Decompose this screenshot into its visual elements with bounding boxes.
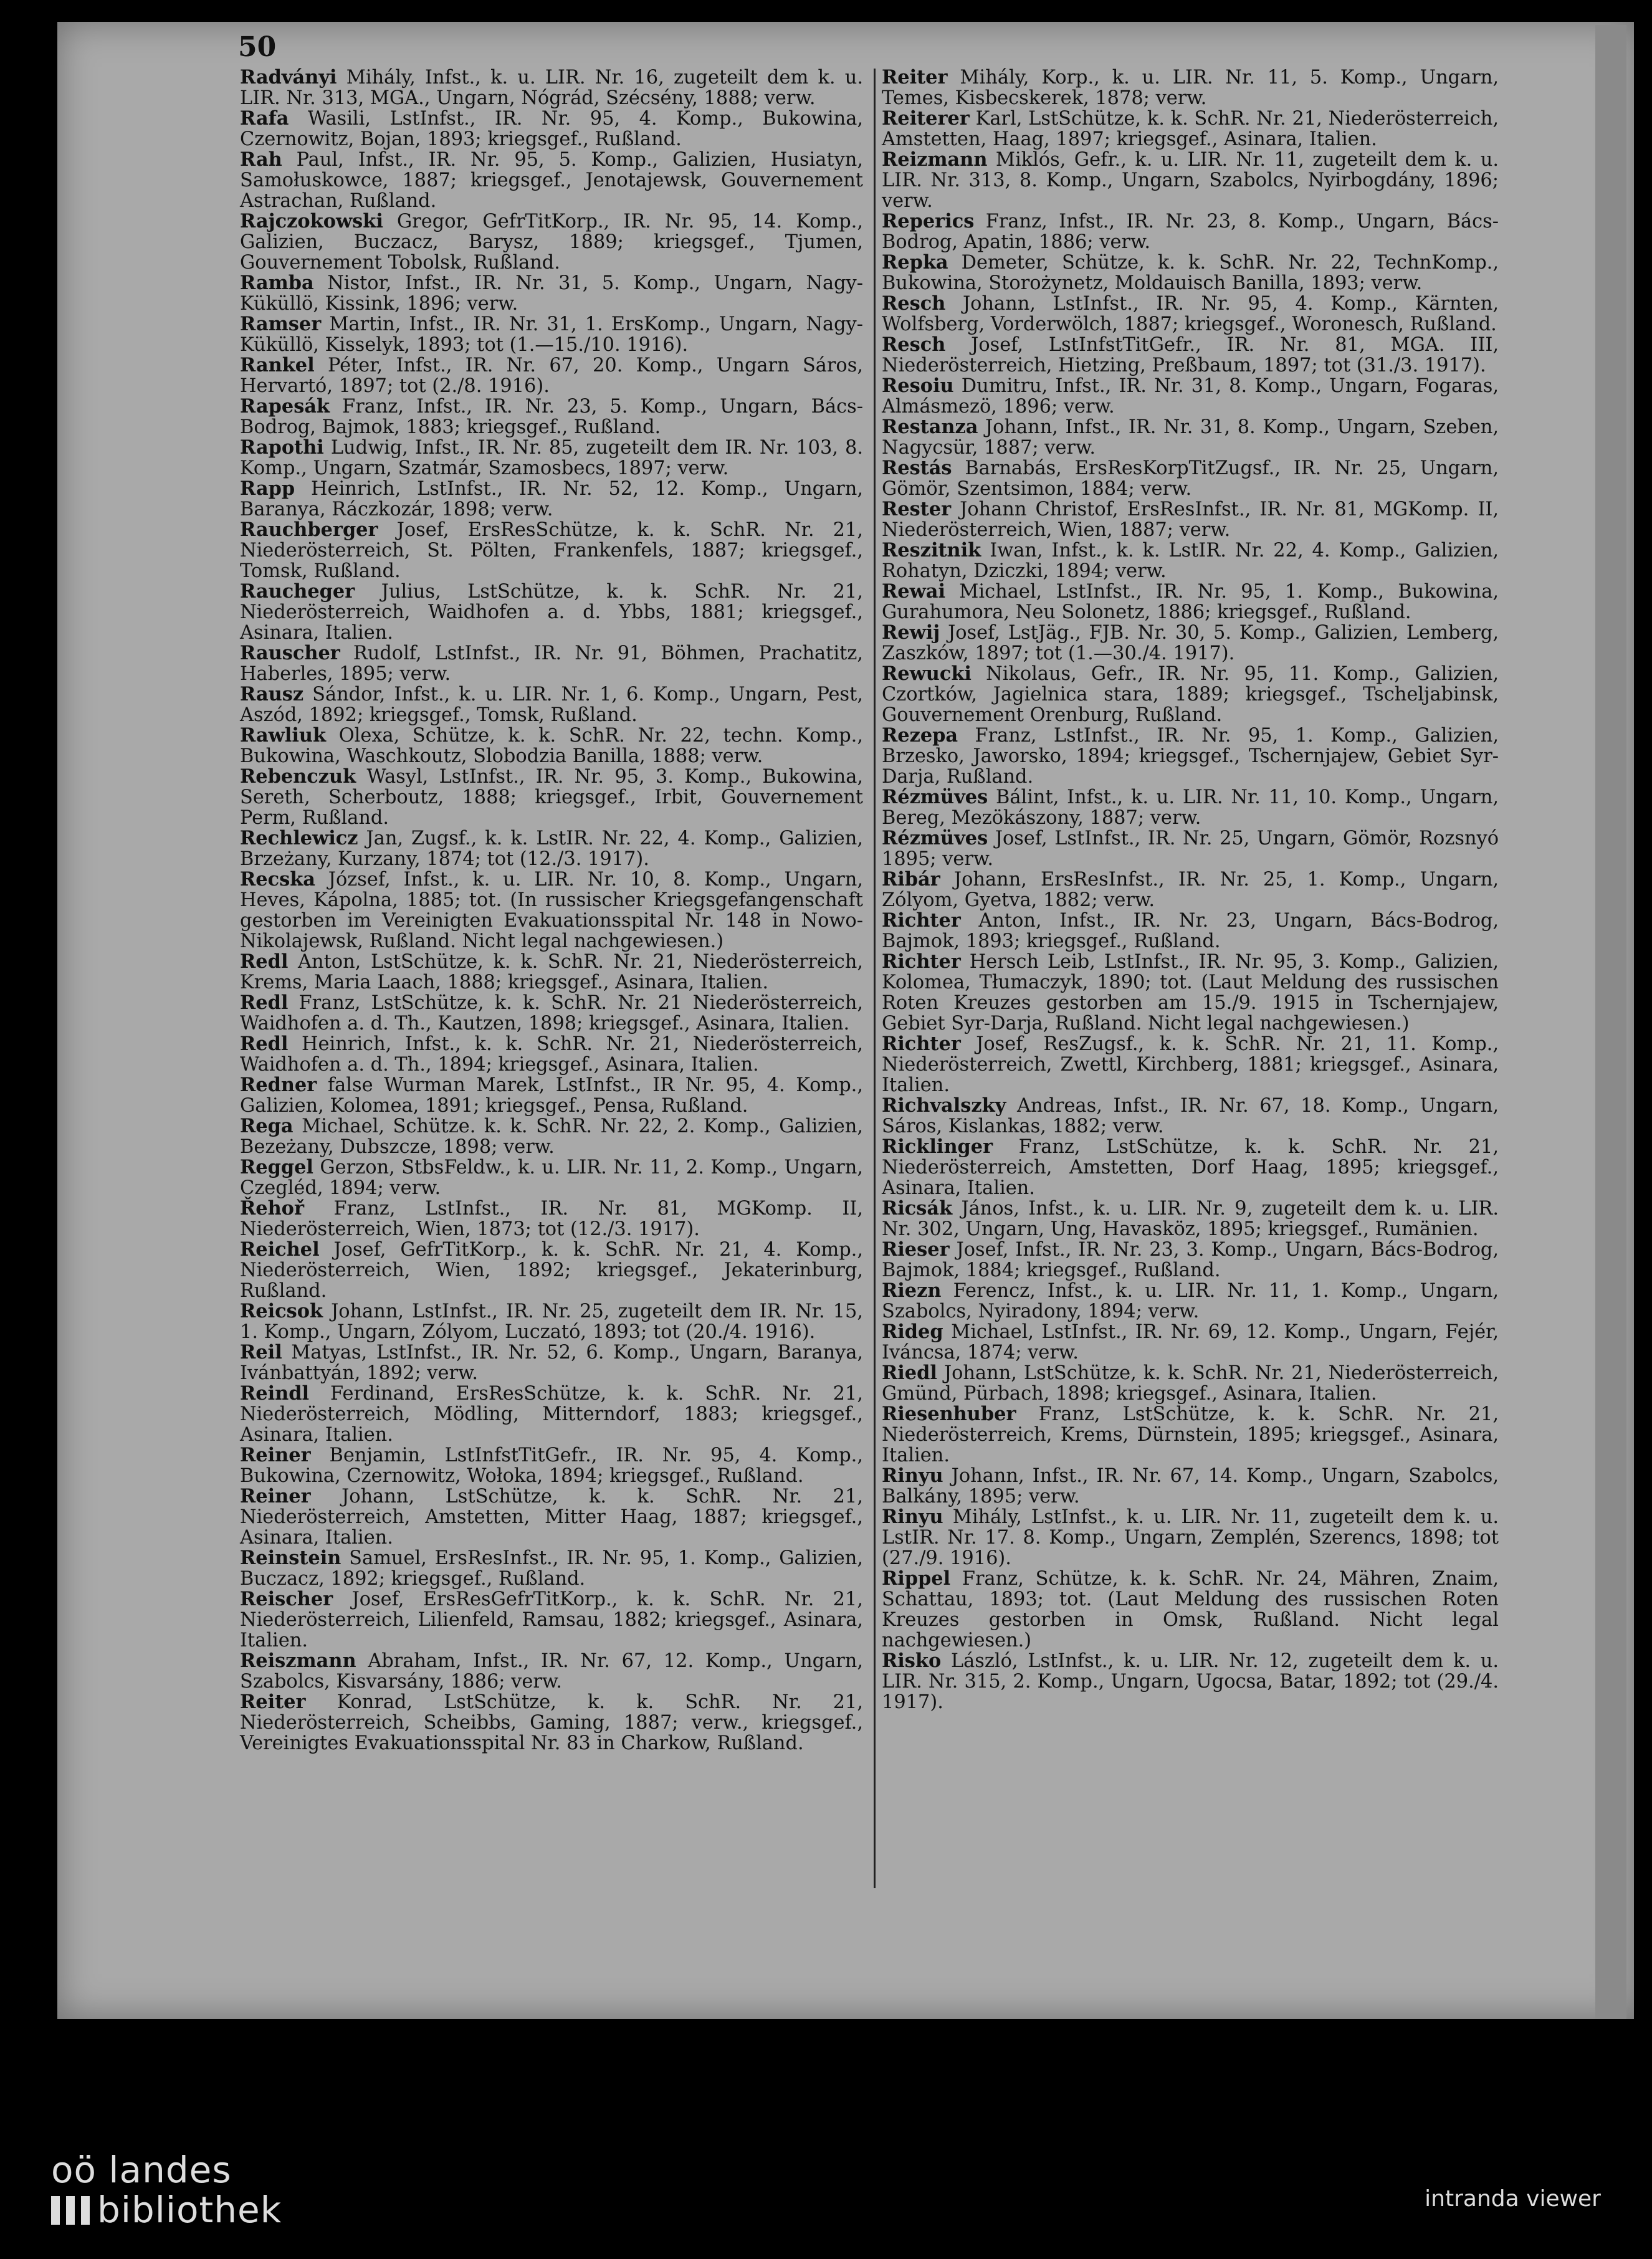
entry-details: Josef, GefrTitKorp., k. k. SchR. Nr. 21, 4. Komp., Niederösterreich, Wien, 1892; kriegsgef., Jekaterinburg, Rußland. bbox=[240, 1239, 863, 1302]
entry-details: Mihály, LstInfst., k. u. LIR. Nr. 11, zugeteilt dem k. u. LstIR. Nr. 17. 8. Komp., Ungarn, Zemplén, Szerencs, 1898; tot (27./9. 1916). bbox=[882, 1506, 1499, 1569]
register-entry bbox=[240, 437, 863, 479]
entry-details: Rudolf, LstInfst., IR. Nr. 91, Böhmen, Prachatitz, Haberles, 1895; verw. bbox=[240, 642, 863, 685]
register-entry bbox=[882, 1096, 1499, 1137]
entry-surname: Restás bbox=[882, 457, 952, 479]
entry-surname: Rezepa bbox=[882, 724, 958, 747]
entry-surname: Řehoř bbox=[240, 1197, 304, 1220]
entry-details: Johann, LstInfst., IR. Nr. 25, zugeteilt dem IR. Nr. 15, 1. Komp., Ungarn, Zólyom, Luczató, 1893; tot (20./4. 1916). bbox=[240, 1301, 863, 1343]
entry-surname: Rinyu bbox=[882, 1464, 943, 1487]
register-entry bbox=[240, 869, 863, 952]
entry-surname: Rézmüves bbox=[882, 786, 988, 808]
register-entry bbox=[240, 396, 863, 437]
register-entry bbox=[882, 910, 1499, 952]
entry-surname: Rapesák bbox=[240, 395, 330, 418]
register-entry bbox=[882, 1507, 1499, 1569]
entry-surname: Riedl bbox=[882, 1362, 937, 1384]
entry-surname: Restanza bbox=[882, 416, 978, 438]
entry-details: Johann, LstSchütze, k. k. SchR. Nr. 21, Niederösterreich, Amstetten, Mitter Haag, 1887; kriegsgef., Asinara, Italien. bbox=[240, 1486, 863, 1549]
entry-details: Franz, LstSchütze, k. k. SchR. Nr. 21, Niederösterreich, Amstetten, Dorf Haag, 1895; kriegsgef., Asinara, Italien. bbox=[882, 1136, 1499, 1199]
entry-surname: Repka bbox=[882, 251, 948, 274]
register-entry bbox=[240, 581, 863, 643]
register-entry bbox=[882, 1322, 1499, 1363]
entry-details: József, Infst., k. u. LIR. Nr. 10, 8. Komp., Ungarn, Heves, Kápolna, 1885; tot. (In russischer Kriegsgefangenschaft gestorben im Vereinigten Evakuationsspital Nr. 148 in Nowo-Nikolajewsk, Rußland. Nicht legal nachgewiesen.) bbox=[240, 869, 863, 952]
entry-details: Bálint, Infst., k. u. LIR. Nr. 11, 10. Komp., Ungarn, Bereg, Mezökászony, 1887; verw. bbox=[882, 786, 1499, 829]
entry-details: Johann, ErsResInfst., IR. Nr. 25, 1. Komp., Ungarn, Zólyom, Gyetva, 1882; verw. bbox=[882, 869, 1499, 911]
entry-details: Nistor, Infst., IR. Nr. 31, 5. Komp., Ungarn, Nagy-Küküllö, Kissink, 1896; verw. bbox=[240, 272, 863, 315]
entry-details: Ludwig, Infst., IR. Nr. 85, zugeteilt dem IR. Nr. 103, 8. Komp., Ungarn, Szatmár, Szamosbecs, 1897; verw. bbox=[240, 437, 863, 479]
entry-surname: Ribár bbox=[882, 868, 940, 891]
entry-surname: Rapp bbox=[240, 477, 295, 500]
register-entry bbox=[882, 458, 1499, 499]
page-edge bbox=[1595, 25, 1626, 2019]
entry-surname: Rausz bbox=[240, 683, 304, 705]
logo-bars-icon bbox=[51, 2196, 91, 2225]
entry-details: Jan, Zugsf., k. k. LstIR. Nr. 22, 4. Komp., Galizien, Brzeżany, Kurzany, 1874; tot (12./3. 1917). bbox=[240, 828, 863, 870]
entry-details: Josef, Infst., IR. Nr. 23, 3. Komp., Ungarn, Bács-Bodrog, Bajmok, 1884; kriegsgef., Rußland. bbox=[882, 1239, 1499, 1281]
register-entry bbox=[240, 684, 863, 725]
register-entry bbox=[240, 725, 863, 767]
register-entry bbox=[240, 1692, 863, 1754]
entry-surname: Recska bbox=[240, 868, 315, 891]
entry-surname: Resoiu bbox=[882, 375, 954, 397]
entry-surname: Rinyu bbox=[882, 1506, 943, 1528]
register-entry bbox=[240, 1383, 863, 1445]
register-entry bbox=[882, 108, 1499, 150]
entry-surname: Reiter bbox=[882, 66, 948, 88]
entry-details: László, LstInfst., k. u. LIR. Nr. 12, zugeteilt dem k. u. LIR. Nr. 315, 2. Komp., Ungarn, Ugocsa, Batar, 1892; tot (29./4. 1917). bbox=[882, 1650, 1499, 1713]
entry-details: false Wurman Marek, LstInfst., IR Nr. 95, 4. Komp., Galizien, Kolomea, 1891; kriegsgef., Pensa, Rußland. bbox=[240, 1074, 864, 1117]
entry-surname: Richter bbox=[882, 950, 961, 973]
register-entry bbox=[240, 1034, 863, 1075]
entry-surname: Resch bbox=[882, 333, 946, 356]
entry-surname: Redl bbox=[240, 950, 289, 973]
entry-details: Wasili, LstInfst., IR. Nr. 95, 4. Komp., Bukowina, Czernowitz, Bojan, 1893; kriegsgef., Rußland. bbox=[240, 108, 863, 150]
register-entry bbox=[882, 1569, 1499, 1651]
register-entry bbox=[240, 314, 863, 355]
entry-surname: Rauscher bbox=[240, 642, 340, 664]
register-entry bbox=[882, 952, 1499, 1034]
entry-details: Johann, LstSchütze, k. k. SchR. Nr. 21, Niederösterreich, Gmünd, Pürbach, 1898; kriegsgef., Asinara, Italien. bbox=[882, 1362, 1499, 1405]
register-entry bbox=[882, 1404, 1499, 1466]
entry-details: Dumitru, Infst., IR. Nr. 31, 8. Komp., Ungarn, Fogaras, Almásmezö, 1896; verw. bbox=[882, 375, 1499, 418]
entry-surname: Reiner bbox=[240, 1485, 311, 1507]
register-entry bbox=[882, 252, 1499, 294]
entry-details: Franz, LstSchütze, k. k. SchR. Nr. 21 Niederösterreich, Waidhofen a. d. Th., Kautzen, 1898; kriegsgef., Asinara, Italien. bbox=[240, 992, 863, 1034]
register-entry bbox=[240, 993, 863, 1034]
entry-surname: Rajczokowski bbox=[240, 210, 383, 232]
entry-surname: Riezn bbox=[882, 1279, 942, 1302]
entry-details: Abraham, Infst., IR. Nr. 67, 12. Komp., Ungarn, Szabolcs, Kisvarsány, 1886; verw. bbox=[240, 1650, 863, 1693]
register-entry bbox=[240, 273, 863, 314]
register-entry bbox=[882, 787, 1499, 828]
entry-surname: Rawliuk bbox=[240, 724, 327, 747]
entry-surname: Rieser bbox=[882, 1238, 950, 1261]
entry-details: Matyas, LstInfst., IR. Nr. 52, 6. Komp., Ungarn, Baranya, Ivánbattyán, 1892; verw. bbox=[240, 1342, 863, 1384]
entry-details: Julius, LstSchütze, k. k. SchR. Nr. 21, Niederösterreich, Waidhofen a. d. Ybbs, 1881; kriegsgef., Asinara, Italien. bbox=[240, 581, 863, 644]
register-entry bbox=[882, 869, 1499, 910]
entry-surname: Rega bbox=[240, 1115, 294, 1137]
entry-surname: Reischer bbox=[240, 1588, 333, 1610]
entry-surname: Resch bbox=[882, 292, 946, 315]
entry-details: Johann, Infst., IR. Nr. 67, 14. Komp., Ungarn, Szabolcs, Balkány, 1895; verw. bbox=[882, 1465, 1499, 1507]
logo-text-line1: oö landes bbox=[51, 2149, 232, 2191]
register-entry bbox=[882, 1137, 1499, 1198]
entry-surname: Richter bbox=[882, 1033, 961, 1055]
register-entry bbox=[240, 108, 863, 150]
entry-surname: Reiter bbox=[240, 1691, 306, 1713]
register-entry bbox=[882, 1198, 1499, 1239]
register-entry bbox=[240, 1239, 863, 1301]
entry-surname: Rebenczuk bbox=[240, 765, 356, 788]
entry-details: Benjamin, LstInfstTitGefr., IR. Nr. 95, 4. Komp., Bukowina, Czernowitz, Wołoka, 1894; kriegsgef., Rußland. bbox=[240, 1445, 863, 1487]
register-entry bbox=[240, 1445, 863, 1486]
entry-details: Paul, Infst., IR. Nr. 95, 5. Komp., Galizien, Husiatyn, Samołuskowce, 1887; kriegsgef., Jenotajewsk, Gouvernement Astrachan, Rußland. bbox=[240, 149, 863, 212]
entry-surname: Reiner bbox=[240, 1444, 311, 1466]
entry-details: Gregor, GefrTitKorp., IR. Nr. 95, 14. Komp., Galizien, Buczacz, Barysz, 1889; kriegsgef., Tjumen, Gouvernement Tobolsk, Rußland. bbox=[240, 211, 863, 274]
register-entry bbox=[240, 952, 863, 993]
register-entry bbox=[240, 1589, 863, 1651]
register-entry bbox=[882, 335, 1499, 376]
entry-details: Mihály, Infst., k. u. LIR. Nr. 16, zugeteilt dem k. u. LIR. Nr. 313, MGA., Ungarn, Nógrád, Szécsény, 1888; verw. bbox=[240, 67, 863, 109]
register-entry bbox=[240, 520, 863, 581]
entry-details: Mihály, Korp., k. u. LIR. Nr. 11, 5. Komp., Ungarn, Temes, Kisbecskerek, 1878; verw. bbox=[882, 67, 1499, 109]
entry-surname: Rippel bbox=[882, 1567, 951, 1590]
entry-details: Ferencz, Infst., k. u. LIR. Nr. 11, 1. Komp., Ungarn, Szabolcs, Nyiradony, 1894; verw. bbox=[882, 1280, 1499, 1322]
entry-details: Hersch Leib, LstInfst., IR. Nr. 95, 3. Komp., Galizien, Kolomea, Tłumaczyk, 1890; tot. (Laut Meldung des russischen Roten Kreuzes gestorben am 15./9. 1915 in Tschernjajew, Gebiet Syr-Darja, Rußland. Nicht legal nachgewiesen.) bbox=[882, 951, 1499, 1034]
entry-details: Josef, LstInfstTitGefr., IR. Nr. 81, MGA. III, Niederösterreich, Hietzing, Preßbaum, 1897; tot (31./3. 1917). bbox=[882, 334, 1499, 376]
entry-surname: Reicsok bbox=[240, 1300, 323, 1322]
viewer-label: intranda viewer bbox=[1425, 2186, 1601, 2212]
entry-surname: Reinstein bbox=[240, 1547, 341, 1569]
entry-details: Franz, Infst., IR. Nr. 23, 5. Komp., Ungarn, Bács-Bodrog, Bajmok, 1883; kriegsgef., Rußland. bbox=[240, 396, 863, 438]
left-column bbox=[240, 67, 863, 1754]
entry-surname: Raucheger bbox=[240, 580, 355, 603]
register-entry bbox=[240, 355, 863, 396]
entry-details: Gerzon, StbsFeldw., k. u. LIR. Nr. 11, 2. Komp., Ungarn, Czegléd, 1894; verw. bbox=[240, 1157, 863, 1199]
register-entry bbox=[882, 1239, 1499, 1281]
entry-details: Sándor, Infst., k. u. LIR. Nr. 1, 6. Komp., Ungarn, Pest, Aszód, 1892; kriegsgef., Tomsk, Rußland. bbox=[240, 684, 863, 726]
library-logo[interactable] bbox=[51, 2150, 282, 2230]
register-entry bbox=[240, 1651, 863, 1692]
entry-details: Barnabás, ErsResKorpTitZugsf., IR. Nr. 25, Ungarn, Gömör, Szentsimon, 1884; verw. bbox=[882, 457, 1499, 500]
register-entry bbox=[240, 643, 863, 684]
entry-details: Heinrich, Infst., k. k. SchR. Nr. 21, Niederösterreich, Waidhofen a. d. Th., 1894; kriegsgef., Asinara, Italien. bbox=[240, 1033, 863, 1076]
entry-surname: Reizmann bbox=[882, 148, 988, 171]
entry-details: Franz, LstSchütze, k. k. SchR. Nr. 21, Niederösterreich, Krems, Dürnstein, 1895; kriegsgef., Asinara, Italien. bbox=[882, 1403, 1499, 1466]
entry-surname: Riesenhuber bbox=[882, 1403, 1016, 1425]
register-entry bbox=[882, 664, 1499, 725]
entry-details: Michael, Schütze. k. k. SchR. Nr. 22, 2. Komp., Galizien, Bezeżany, Dubszcze, 1898; verw. bbox=[240, 1115, 863, 1158]
register-entry bbox=[240, 1075, 863, 1116]
entry-details: Nikolaus, Gefr., IR. Nr. 95, 11. Komp., Galizien, Czortków, Jagielnica stara, 1889; kriegsgef., Tscheljabinsk, Gouvernement Orenburg, Rußland. bbox=[882, 663, 1499, 726]
entry-surname: Richvalszky bbox=[882, 1094, 1006, 1117]
entry-surname: Reiszmann bbox=[240, 1650, 356, 1672]
entry-surname: Rechlewicz bbox=[240, 827, 358, 849]
entry-surname: Rewij bbox=[882, 621, 940, 644]
register-entry bbox=[882, 540, 1499, 581]
register-entry bbox=[882, 417, 1499, 458]
entry-surname: Ramba bbox=[240, 272, 314, 294]
entry-details: Samuel, ErsResInfst., IR. Nr. 95, 1. Komp., Galizien, Buczacz, 1892; kriegsgef., Rußland. bbox=[240, 1547, 863, 1590]
register-entry bbox=[882, 67, 1499, 108]
entry-surname: Reggel bbox=[240, 1156, 313, 1178]
register-entry bbox=[240, 1157, 863, 1198]
entry-surname: Redl bbox=[240, 991, 289, 1014]
register-entry bbox=[240, 1548, 863, 1589]
entry-details: Andreas, Infst., IR. Nr. 67, 18. Komp., Ungarn, Sáros, Kislankas, 1882; verw. bbox=[882, 1095, 1499, 1137]
entry-details: Johann Christof, ErsResInfst., IR. Nr. 81, MGKomp. II, Niederösterreich, Wien, 1887; verw. bbox=[882, 499, 1499, 541]
entry-details: Martin, Infst., IR. Nr. 31, 1. ErsKomp., Ungarn, Nagy-Küküllö, Kisselyk, 1893; tot (1.—15./10. 1916). bbox=[240, 313, 863, 356]
entry-details: Wasyl, LstInfst., IR. Nr. 95, 3. Komp., Bukowina, Sereth, Scherboutz, 1888; kriegsgef., Irbit, Gouvernement Perm, Rußland. bbox=[240, 766, 863, 829]
register-entry bbox=[882, 725, 1499, 787]
register-entry bbox=[882, 1363, 1499, 1404]
entry-details: Franz, LstInfst., IR. Nr. 95, 1. Komp., Galizien, Brzesko, Jaworsko, 1894; kriegsgef., Tschernjajew, Gebiet Syr-Darja, Rußland. bbox=[882, 725, 1499, 788]
entry-details: Josef, LstJäg., FJB. Nr. 30, 5. Komp., Galizien, Lemberg, Zaszków, 1897; tot (1.—30./4. 1917). bbox=[882, 622, 1499, 664]
entry-surname: Reichel bbox=[240, 1238, 320, 1261]
entry-details: Josef, ErsResGefrTitKorp., k. k. SchR. Nr. 21, Niederösterreich, Lilienfeld, Ramsau, 1882; kriegsgef., Asinara, Italien. bbox=[240, 1588, 863, 1651]
entry-surname: Redner bbox=[240, 1074, 317, 1096]
entry-surname: Risko bbox=[882, 1650, 942, 1672]
register-entry bbox=[240, 67, 863, 108]
entry-details: Michael, LstInfst., IR. Nr. 95, 1. Komp., Bukowina, Gurahumora, Neu Solonetz, 1886; kriegsgef., Rußland. bbox=[882, 581, 1499, 623]
register-entry bbox=[882, 294, 1499, 335]
entry-surname: Redl bbox=[240, 1033, 289, 1055]
entry-surname: Rewai bbox=[882, 580, 945, 603]
entry-surname: Rafa bbox=[240, 107, 289, 130]
register-entry bbox=[882, 828, 1499, 869]
entry-surname: Rankel bbox=[240, 354, 315, 376]
register-entry bbox=[882, 623, 1499, 664]
entry-surname: Radványi bbox=[240, 66, 337, 88]
entry-surname: Ramser bbox=[240, 313, 322, 335]
register-entry bbox=[882, 1651, 1499, 1712]
register-entry bbox=[240, 150, 863, 211]
entry-surname: Ricsák bbox=[882, 1197, 953, 1220]
entry-surname: Rester bbox=[882, 498, 952, 520]
entry-details: Iwan, Infst., k. k. LstIR. Nr. 22, 4. Komp., Galizien, Rohatyn, Dziczki, 1894; verw. bbox=[882, 540, 1499, 582]
entry-surname: Reindl bbox=[240, 1382, 310, 1405]
entry-details: Franz, Infst., IR. Nr. 23, 8. Komp., Ungarn, Bács-Bodrog, Apatin, 1886; verw. bbox=[882, 211, 1499, 253]
register-entry bbox=[240, 1116, 863, 1157]
entry-surname: Reil bbox=[240, 1341, 282, 1364]
entry-surname: Rapothi bbox=[240, 436, 324, 459]
register-entry bbox=[882, 1466, 1499, 1507]
register-entry bbox=[882, 376, 1499, 417]
entry-details: Péter, Infst., IR. Nr. 67, 20. Komp., Ungarn Sáros, Hervartó, 1897; tot (2./8. 1916). bbox=[240, 355, 863, 397]
column-divider bbox=[874, 69, 876, 1888]
entry-details: Demeter, Schütze, k. k. SchR. Nr. 22, TechnKomp., Bukowina, Storożynetz, Moldauisch Banilla, 1893; verw. bbox=[882, 252, 1499, 294]
entry-details: Heinrich, LstInfst., IR. Nr. 52, 12. Komp., Ungarn, Baranya, Ráczkozár, 1898; verw. bbox=[240, 478, 863, 520]
register-entry bbox=[240, 211, 863, 273]
entry-details: Miklós, Gefr., k. u. LIR. Nr. 11, zugeteilt dem k. u. LIR. Nr. 313, 8. Komp., Ungarn, Szabolcs, Nyirbogdány, 1896; verw. bbox=[882, 149, 1499, 212]
logo-text-line2: bibliothek bbox=[97, 2189, 282, 2231]
register-entry bbox=[240, 1198, 863, 1239]
entry-details: Josef, ResZugsf., k. k. SchR. Nr. 21, 11. Komp., Niederösterreich, Zwettl, Kirchberg, 1881; kriegsgef., Asinara, Italien. bbox=[882, 1033, 1499, 1096]
entry-details: Anton, Infst., IR. Nr. 23, Ungarn, Bács-Bodrog, Bajmok, 1893; kriegsgef., Rußland. bbox=[882, 910, 1499, 952]
entry-surname: Richter bbox=[882, 909, 961, 932]
entry-surname: Rézmüves bbox=[882, 827, 988, 849]
entry-surname: Reszitnik bbox=[882, 539, 981, 561]
right-column bbox=[882, 67, 1499, 1712]
entry-details: Konrad, LstSchütze, k. k. SchR. Nr. 21, Niederösterreich, Scheibbs, Gaming, 1887; verw., kriegsgef., Vereinigtes Evakuationsspital Nr. 83 in Charkow, Rußland. bbox=[240, 1691, 863, 1754]
entry-details: Franz, LstInfst., IR. Nr. 81, MGKomp. II, Niederösterreich, Wien, 1873; tot (12./3. 1917). bbox=[240, 1198, 863, 1240]
entry-details: Franz, Schütze, k. k. SchR. Nr. 24, Mähren, Znaim, Schattau, 1893; tot. (Laut Meldung des russischen Roten Kreuzes gestorben in Omsk, Rußland. Nicht legal nachgewiesen.) bbox=[882, 1568, 1499, 1651]
entry-surname: Ricklinger bbox=[882, 1135, 993, 1158]
page-number: 50 bbox=[238, 31, 277, 63]
entry-details: Anton, LstSchütze, k. k. SchR. Nr. 21, Niederösterreich, Krems, Maria Laach, 1888; kriegsgef., Asinara, Italien. bbox=[240, 951, 863, 993]
register-entry bbox=[240, 828, 863, 869]
entry-details: Karl, LstSchütze, k. k. SchR. Nr. 21, Niederösterreich, Amstetten, Haag, 1897; kriegsgef., Asinara, Italien. bbox=[882, 108, 1499, 150]
entry-surname: Reiterer bbox=[882, 107, 970, 130]
entry-details: Michael, LstInfst., IR. Nr. 69, 12. Komp., Ungarn, Fejér, Iváncsa, 1874; verw. bbox=[882, 1321, 1499, 1364]
register-entry bbox=[882, 581, 1499, 623]
entry-details: Ferdinand, ErsResSchütze, k. k. SchR. Nr. 21, Niederösterreich, Mödling, Mitterndorf, 1883; kriegsgef., Asinara, Italien. bbox=[240, 1383, 863, 1446]
entry-surname: Rewucki bbox=[882, 662, 972, 685]
entry-surname: Rideg bbox=[882, 1321, 943, 1343]
register-entry bbox=[882, 150, 1499, 211]
register-entry bbox=[882, 1034, 1499, 1096]
register-entry bbox=[882, 499, 1499, 540]
entry-details: Josef, LstInfst., IR. Nr. 25, Ungarn, Gömör, Rozsnyó 1895; verw. bbox=[882, 828, 1499, 870]
entry-details: János, Infst., k. u. LIR. Nr. 9, zugeteilt dem k. u. LIR. Nr. 302, Ungarn, Ung, Havasköz, 1895; kriegsgef., Rumänien. bbox=[882, 1198, 1499, 1240]
entry-surname: Rauchberger bbox=[240, 518, 378, 541]
entry-details: Josef, ErsResSchütze, k. k. SchR. Nr. 21, Niederösterreich, St. Pölten, Frankenfels, 1887; kriegsgef., Tomsk, Rußland. bbox=[240, 519, 863, 582]
register-entry bbox=[240, 767, 863, 828]
register-entry bbox=[240, 479, 863, 520]
register-entry bbox=[240, 1486, 863, 1548]
entry-surname: Rah bbox=[240, 148, 282, 171]
register-entry bbox=[240, 1301, 863, 1342]
entry-details: Olexa, Schütze, k. k. SchR. Nr. 22, techn. Komp., Bukowina, Waschkoutz, Slobodzia Banilla, 1888; verw. bbox=[240, 725, 863, 767]
entry-details: Johann, LstInfst., IR. Nr. 95, 4. Komp., Kärnten, Wolfsberg, Vorderwölch, 1887; kriegsgef., Woronesch, Rußland. bbox=[882, 293, 1499, 335]
entry-details: Johann, Infst., IR. Nr. 31, 8. Komp., Ungarn, Szeben, Nagycsür, 1887; verw. bbox=[882, 416, 1499, 459]
register-entry bbox=[882, 1281, 1499, 1322]
register-entry bbox=[882, 211, 1499, 252]
register-entry bbox=[240, 1342, 863, 1383]
entry-surname: Reperics bbox=[882, 210, 975, 232]
